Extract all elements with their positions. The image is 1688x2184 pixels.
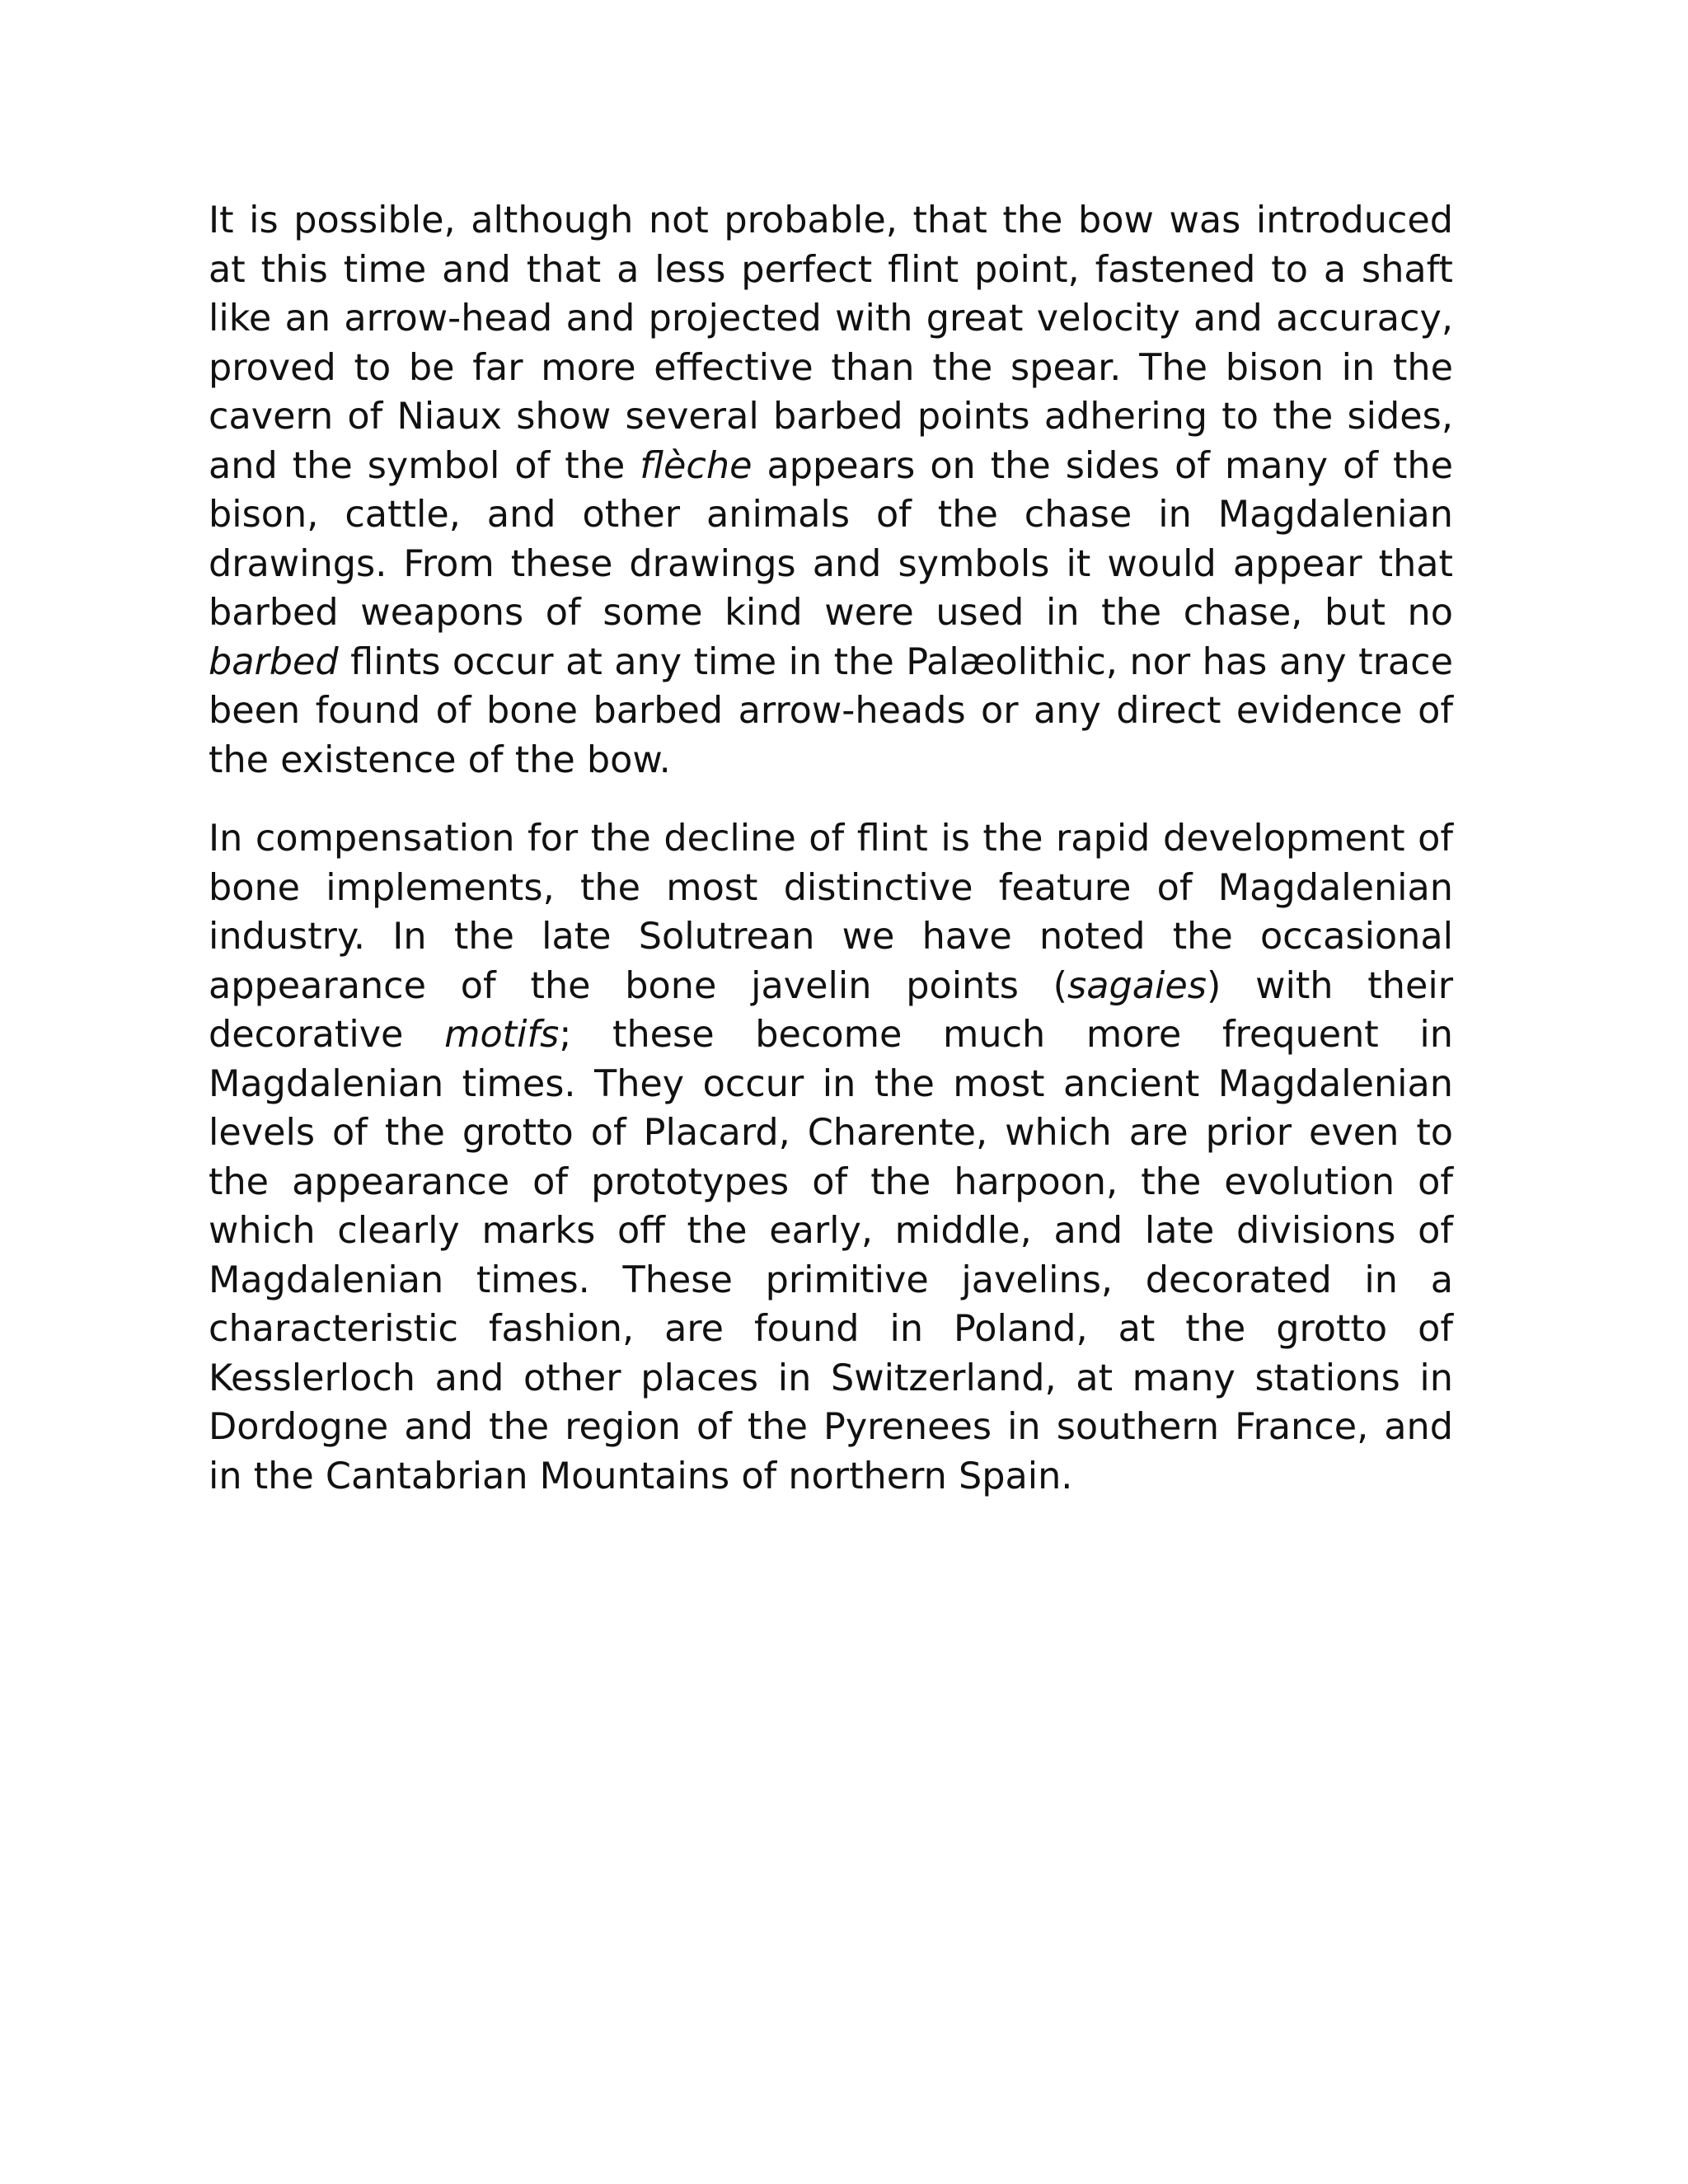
italic-term-sagaies: sagaies xyxy=(1067,964,1207,1007)
text-run: It is possible, although not probable, that the bow was introduced at this time and that a less perfect flint point, fastened to a shaft like an arrow-head and projected with great velocity and accuracy, proved to be far more effective than the spear. The bison in the cavern of Niaux show several barbed points adhering to the sides, and the symbol of the xyxy=(209,199,1453,487)
italic-term-fleche: flèche xyxy=(640,444,753,487)
italic-term-motifs: motifs xyxy=(444,1014,560,1056)
text-run: appears on the sides of many of the bison, cattle, and other animals of the chase in Magdalenian drawings. From these drawings and symbols it would appear that barbed weapons of some kind were used in the chase, but no xyxy=(209,444,1453,634)
text-run: flints occur at any time in the Palæolithic, nor has any trace been found of bone barbed arrow-heads or any direct evidence of the existence of the bow. xyxy=(209,640,1453,781)
paragraph-bow xyxy=(209,196,1453,785)
text-run: ; these become much more frequent in Magdalenian times. They occur in the most ancient Magdalenian levels of the grotto of Placard, Charente, which are prior even to the appearance of prototypes of the harpoon, the evolution of which clearly marks off the early, middle, and late divisions of Magdalenian times. These primitive javelins, decorated in a characteristic fashion, are found in Poland, at the grotto of Kesslerloch and other places in Switzerland, at many stations in Dordogne and the region of the Pyrenees in southern France, and in the Cantabrian Mountains of northern Spain. xyxy=(209,1014,1453,1497)
italic-term-barbed: barbed xyxy=(209,640,339,683)
paragraph-bone-implements xyxy=(209,814,1453,1501)
text-run: ) with their decorative xyxy=(209,964,1453,1056)
text-run: In compensation for the decline of flint is the rapid development of bone implements, the most distinctive feature of Magdalenian industry. In the late Solutrean we have noted the occasional appearance of the bone javelin points ( xyxy=(209,818,1453,1007)
body-text xyxy=(209,196,1453,1501)
